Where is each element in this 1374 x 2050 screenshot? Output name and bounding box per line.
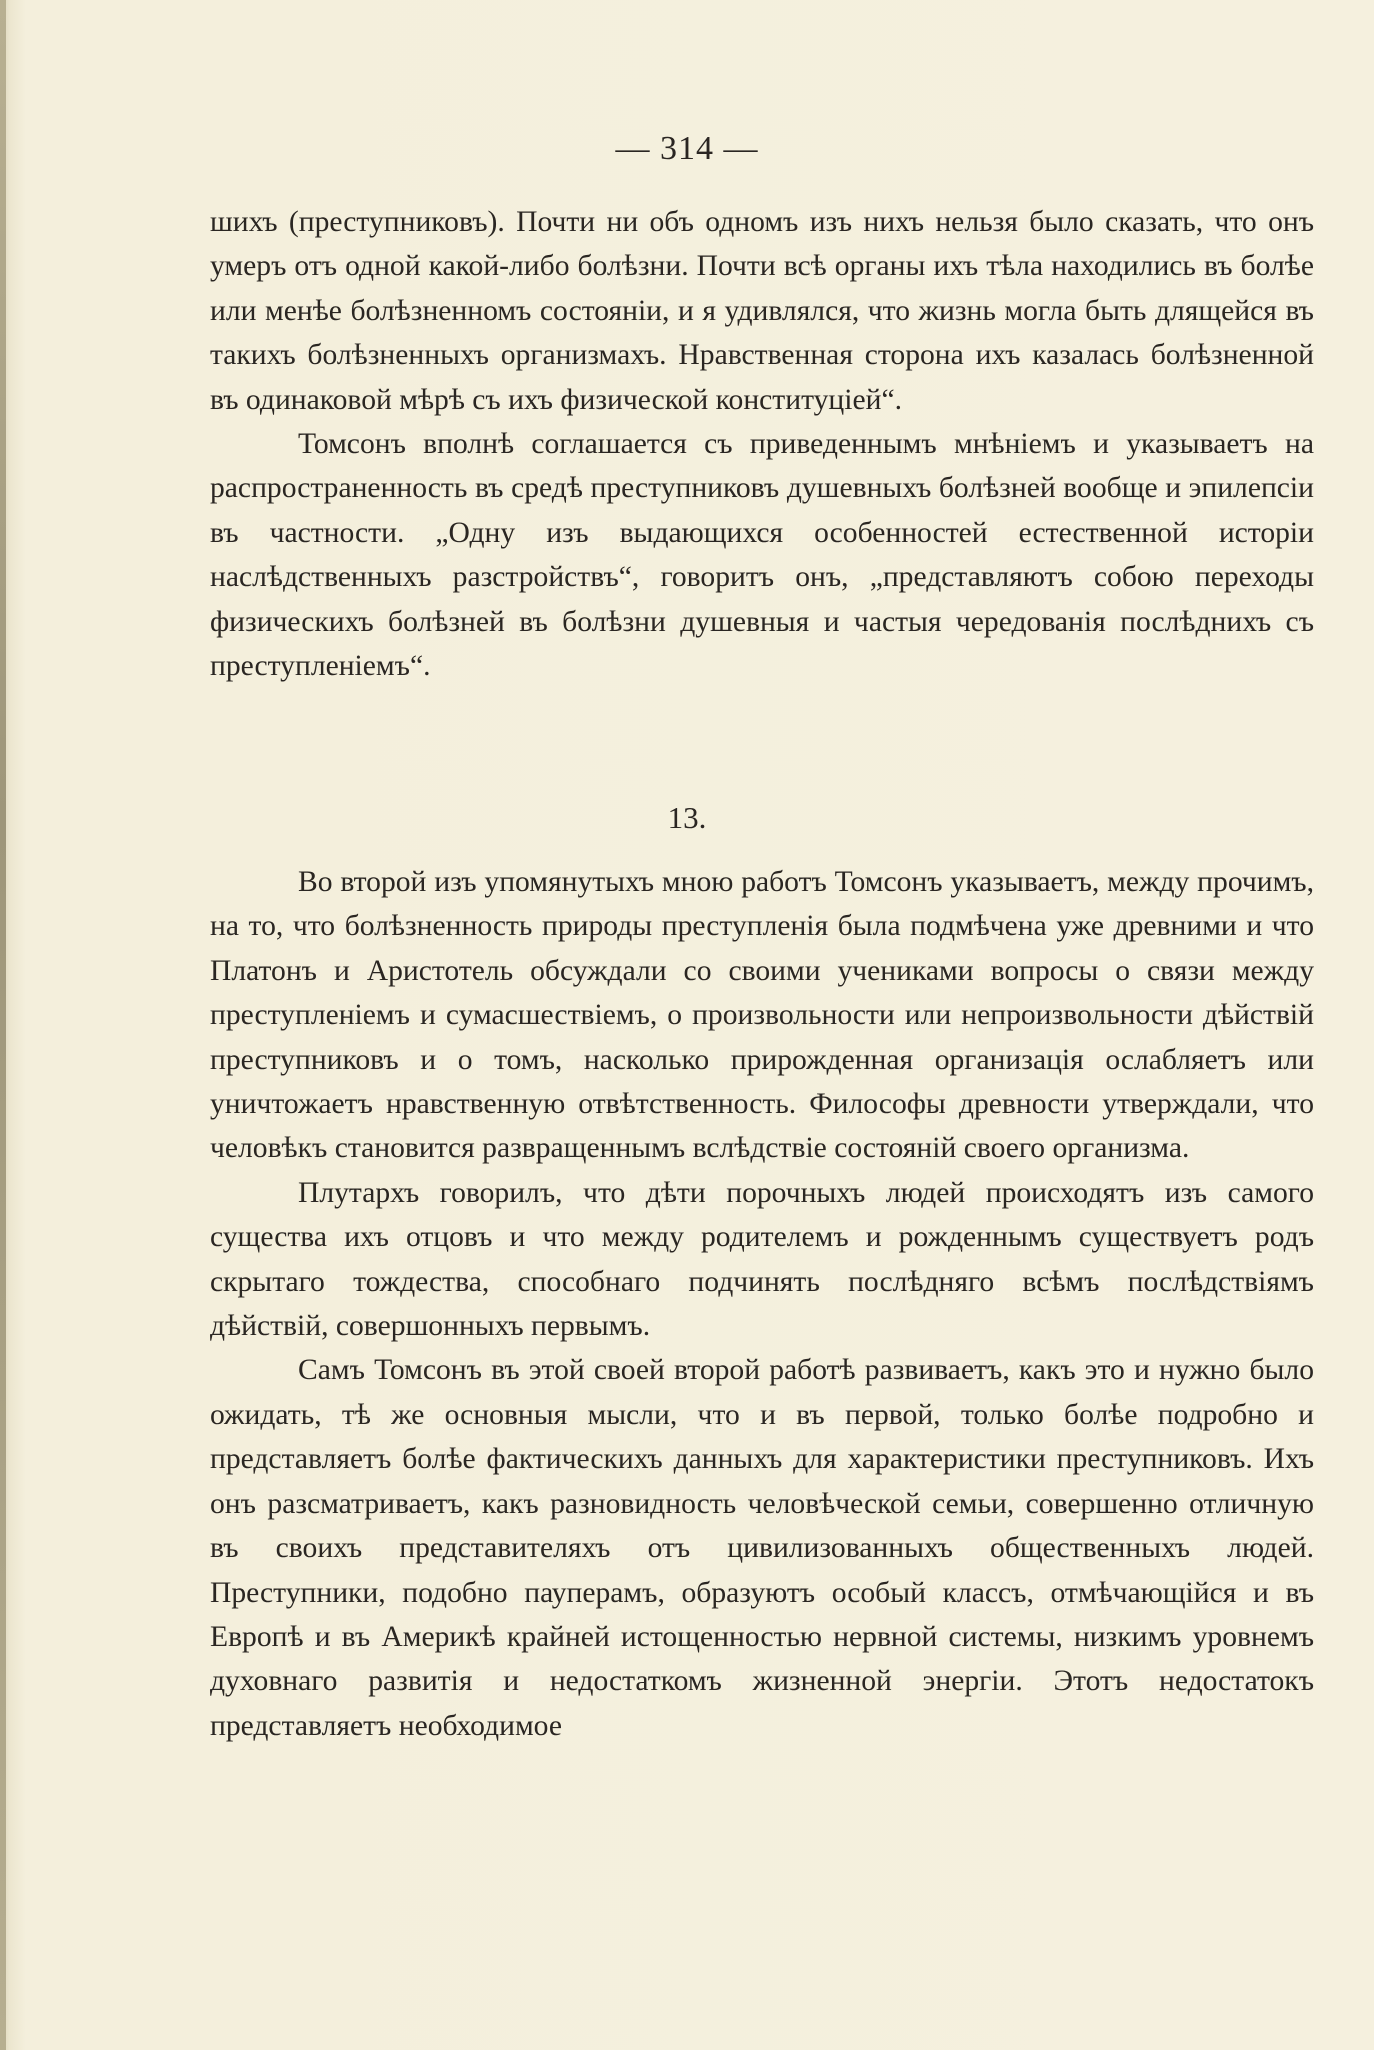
section-number: 13.	[667, 800, 707, 835]
paragraph-continued: шихъ (преступниковъ). Почти ни объ одномъ изъ нихъ нельзя было сказать, что онъ умеръ отъ одной какой-либо болѣзни. Почти всѣ органы ихъ тѣла находились въ болѣе или менѣе болѣзненномъ состояніи, и я удивлялся, что жизнь могла быть длящейся въ такихъ болѣзненныхъ организмахъ. Нравственная сторона ихъ казалась болѣзненной въ одинаковой мѣрѣ съ ихъ физической конституціей“.	[210, 206, 1314, 416]
page-binding-edge	[0, 0, 6, 2050]
paragraph-tomson-develops: Самъ Томсонъ въ этой своей второй работѣ развиваетъ, какъ это и нужно было ожидать, тѣ же основныя мысли, что и въ первой, только болѣе подробно и представляетъ болѣе фактическихъ данныхъ для характеристики преступниковъ. Ихъ онъ разсматриваетъ, какъ разновидность человѣческой семьи, совершенно отличную въ своихъ представителяхъ отъ цивилизованныхъ общественныхъ людей. Преступники, подобно пауперамъ, образуютъ особый классъ, отмѣчающійся и въ Европѣ и въ Америкѣ крайней истощенностью нервной системы, низкимъ уровнемъ духовнаго развитія и недостаткомъ жизненной энергіи. Этотъ недостатокъ представляетъ необходимое	[210, 1354, 1314, 1742]
paragraph-second-work: Во второй изъ упомянутыхъ мною работъ Томсонъ указываетъ, между прочимъ, на то, что болѣзненность природы преступленія была подмѣчена уже древними и что Платонъ и Аристотель обсуждали со своими учениками вопросы о связи между преступленіемъ и сумасшествіемъ, о произвольности или непроизвольности дѣйствій преступниковъ и о томъ, насколько прирожденная организація ослабляетъ или уничтожаетъ нравственную отвѣтственность. Философы древности утверждали, что человѣкъ становится развращеннымъ вслѣдствіе состояній своего организма.	[210, 866, 1314, 1165]
paragraph-tomson-agrees: Томсонъ вполнѣ соглашается съ приведеннымъ мнѣніемъ и указываетъ на распространенность въ средѣ преступниковъ душевныхъ болѣзней вообще и эпилепсіи въ частности. „Одну изъ выдающихся особенностей естественной исторіи наслѣдственныхъ разстройствъ“, говоритъ онъ, „представляютъ собою переходы физическихъ болѣзней въ болѣзни душевныя и частыя чередованія послѣднихъ съ преступленіемъ“.	[210, 428, 1314, 683]
paragraph-plutarch: Плутархъ говорилъ, что дѣти порочныхъ людей происходятъ изъ самого существа ихъ отцовъ и что между родителемъ и рожденнымъ существуетъ родъ скрытаго тождества, способнаго подчинять послѣдняго всѣмъ послѣдствіямъ дѣйствій, совершонныхъ первымъ.	[210, 1176, 1314, 1343]
page-number-header: — 314 —	[615, 130, 759, 167]
text-block-section-13	[210, 860, 1314, 1748]
text-block-top	[210, 200, 1314, 688]
